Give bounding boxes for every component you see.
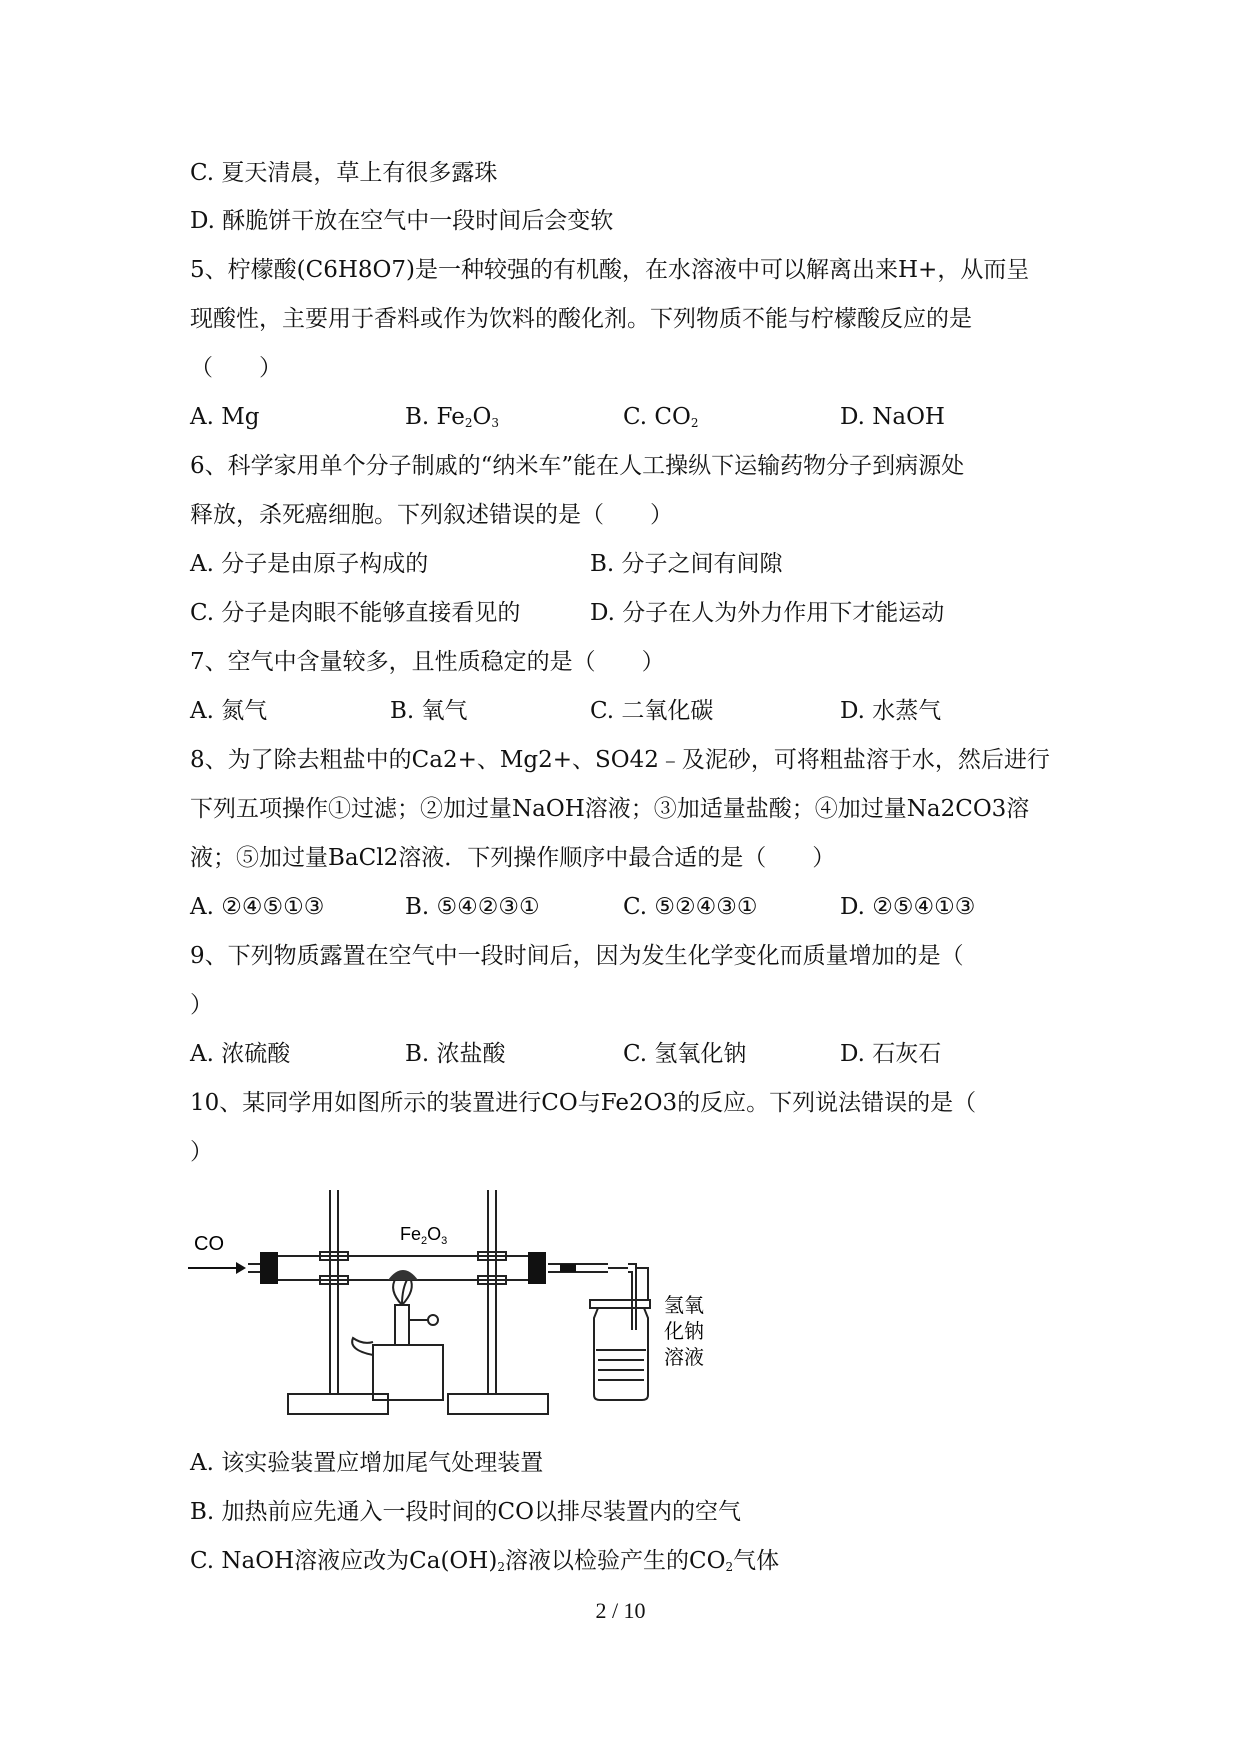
q8-option-a: A. ②④⑤①③ (190, 894, 325, 920)
q9-option-d: D. 石灰石 (840, 1041, 942, 1067)
page-number: 2 / 10 (595, 1598, 646, 1623)
q5-option-d: D. NaOH (840, 404, 945, 430)
question-5-line-3: （ ） (190, 355, 282, 381)
apparatus-diagram (188, 1190, 748, 1430)
question-6-line-1: 6、科学家用单个分子制戚的“纳米车”能在人工操纵下运输药物分子到病源处 (190, 453, 965, 479)
q7-option-c: C. 二氧化碳 (590, 698, 714, 724)
q7-option-a: A. 氮气 (190, 698, 268, 724)
right-stopper (528, 1252, 546, 1284)
naoh-label-1: 氢氧 (664, 1295, 704, 1317)
q10-option-b: B. 加热前应先通入一段时间的CO以排尽装置内的空气 (190, 1499, 741, 1525)
question-7: 7、空气中含量较多，且性质稳定的是（ ） (190, 649, 665, 675)
question-9-line-2: ） (190, 992, 213, 1018)
q6-option-d: D. 分子在人为外力作用下才能运动 (590, 600, 945, 626)
question-10-line-1: 10、某同学用如图所示的装置进行CO与Fe2O3的反应。下列说法错误的是（ (190, 1090, 977, 1116)
naoh-label-2: 化钠 (664, 1321, 704, 1343)
question-8-line-1: 8、为了除去粗盐中的Ca2+、Mg2+、SO42﹣及泥砂，可将粗盐溶于水，然后进行 (190, 747, 1050, 773)
co-label: CO (194, 1233, 224, 1255)
option-c-q4: C. 夏天清晨，草上有很多露珠 (190, 160, 498, 186)
q6-option-a: A. 分子是由原子构成的 (190, 551, 429, 577)
q10-option-a: A. 该实验装置应增加尾气处理装置 (190, 1450, 544, 1476)
q7-option-b: B. 氧气 (390, 698, 468, 724)
q7-option-d: D. 水蒸气 (840, 698, 942, 724)
question-10-line-2: ） (190, 1139, 213, 1165)
q5-option-c: C. $CO_2$ (623, 404, 699, 430)
q5-option-a: A. Mg (190, 404, 260, 430)
q9-option-c: C. 氢氧化钠 (623, 1041, 747, 1067)
question-8-line-3: 液；⑤加过量BaCl2溶液．下列操作顺序中最合适的是（ ） (190, 845, 836, 871)
left-stopper (260, 1252, 278, 1284)
q8-option-c: C. ⑤②④③① (623, 894, 758, 920)
fe2o3-sample (388, 1270, 418, 1280)
q8-option-d: D. ②⑤④①③ (840, 894, 976, 920)
q6-option-c: C. 分子是肉眼不能够直接看见的 (190, 600, 521, 626)
q9-option-a: A. 浓硫酸 (190, 1041, 291, 1067)
q8-option-b: B. ⑤④②③① (405, 894, 540, 920)
q9-option-b: B. 浓盐酸 (405, 1041, 506, 1067)
option-d-q4: D. 酥脆饼干放在空气中一段时间后会变软 (190, 208, 614, 234)
question-9-line-1: 9、下列物质露置在空气中一段时间后，因为发生化学变化而质量增加的是（ (190, 943, 964, 969)
question-8-line-2: 下列五项操作①过滤；②加过量NaOH溶液；③加适量盐酸；④加过量Na2CO3溶 (190, 796, 1030, 822)
question-6-line-2: 释放，杀死癌细胞。下列叙述错误的是（ ） (190, 502, 673, 528)
question-5-line-1: 5、柠檬酸(C6H8O7)是一种较强的有机酸，在水溶液中可以解离出来H+，从而呈 (190, 257, 1030, 283)
question-5-line-2: 现酸性，主要用于香料或作为饮料的酸化剂。下列物质不能与柠檬酸反应的是 (190, 306, 972, 332)
naoh-label-3: 溶液 (664, 1347, 704, 1369)
q5-option-b: B. $Fe_2O_3$ (405, 404, 499, 430)
q6-option-b: B. 分子之间有间隙 (590, 551, 783, 577)
q10-option-c: C. NaOH溶液应改为$Ca(OH)_2$溶液以检验产生的$CO_2$气体 (190, 1548, 780, 1574)
fe2o3-label: $Fe_2O_3$ (400, 1224, 448, 1247)
